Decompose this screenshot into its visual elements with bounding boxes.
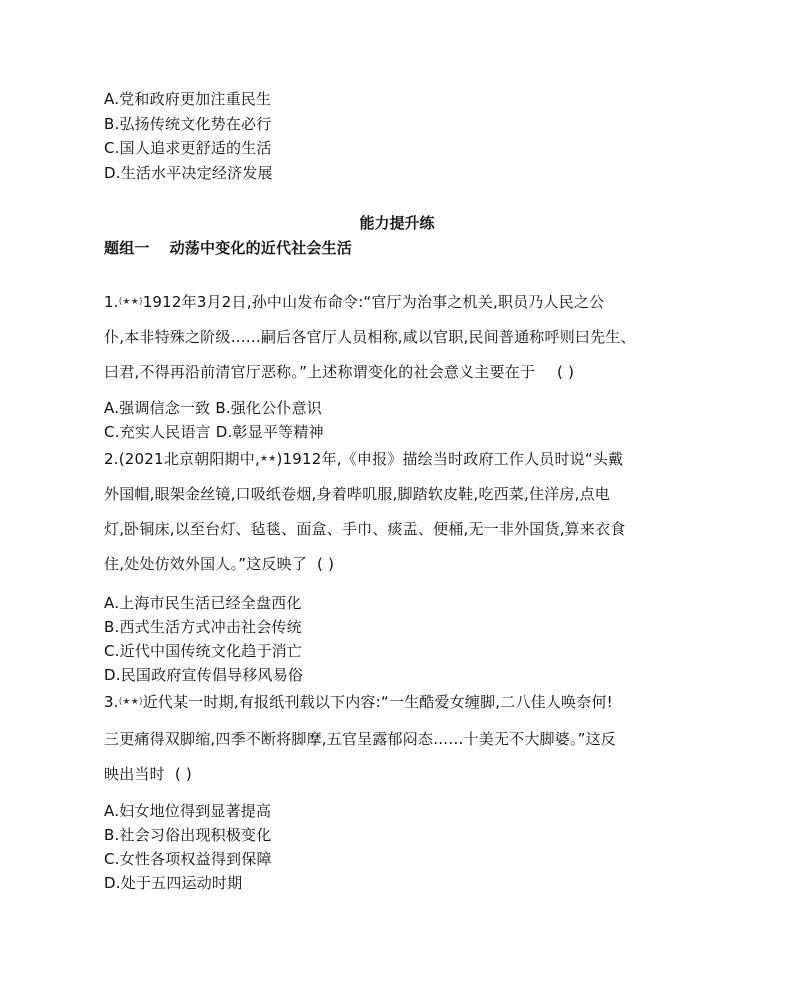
q1-line-2: 仆,本非特殊之阶级……嗣后各官厅人员相称,咸以官职,民间普通称呼则曰先生、: [104, 328, 636, 346]
difficulty-stars-icon: ★★: [259, 454, 277, 464]
q2-line-2: 外国帽,眼架金丝镜,口吸纸卷烟,身着哔叽服,脚踏软皮鞋,吃西菜,住洋房,点电: [104, 485, 610, 503]
prev-option-c: C.国人追求更舒适的生活: [104, 139, 272, 157]
answer-paren: ( ): [317, 555, 335, 573]
group-label: 题组一: [104, 239, 150, 257]
section-title: 能力提升练: [359, 214, 435, 232]
q3-text-1: 近代某一时期,有报纸刊载以下内容:“一生酷爱女缠脚,二八佳人唤奈何!: [142, 693, 613, 711]
group-heading: [104, 238, 352, 258]
q3-option-b: B.社会习俗出现积极变化: [104, 826, 272, 844]
answer-paren: ( ): [174, 765, 192, 783]
q3-line-1: [104, 692, 613, 712]
q2-line-4: [104, 554, 334, 574]
q1-options-ab: A.强调信念一致 B.强化公仆意识: [104, 399, 322, 417]
q2-text-4: 住,处处仿效外国人。”这反映了: [104, 555, 308, 573]
q2-source: (2021北京朝阳期中,: [118, 450, 260, 468]
q2-number: 2.: [104, 450, 119, 468]
q3-option-c: C.女性各项权益得到保障: [104, 850, 272, 868]
q2-line-3: 灯,卧铜床,以至台灯、毡毯、面盒、手巾、痰盂、便桶,无一非外国货,算来衣食: [104, 520, 626, 538]
q1-text-3: 曰君,不得再沿前清官厅恶称。”上述称谓变化的社会意义主要在于: [104, 363, 536, 381]
q2-line-1: [104, 449, 623, 469]
difficulty-stars-icon: (★★): [118, 297, 143, 307]
q3-option-a: A.妇女地位得到显著提高: [104, 802, 272, 820]
prev-option-b: B.弘扬传统文化势在必行: [104, 115, 272, 133]
q2-option-a: A.上海市民生活已经全盘西化: [104, 594, 302, 612]
answer-paren: ( ): [557, 363, 575, 381]
q2-option-c: C.近代中国传统文化趋于消亡: [104, 642, 303, 660]
q1-options-cd: C.充实人民语言 D.彰显平等精神: [104, 423, 324, 441]
q2-option-b: B.西式生活方式冲击社会传统: [104, 618, 302, 636]
q2-text-1: 1912年,《申报》描绘当时政府工作人员时说“头戴: [282, 450, 624, 468]
prev-option-d: D.生活水平决定经济发展: [104, 164, 273, 182]
q2-source-end: ): [276, 450, 283, 468]
q1-line-3: [104, 362, 574, 382]
q3-line-2: 三更痛得双脚缩,四季不断将脚摩,五官呈露郁闷态……十美无不大脚婆。”这反: [104, 730, 617, 748]
q3-line-3: [104, 764, 192, 784]
q3-option-d: D.处于五四运动时期: [104, 874, 243, 892]
difficulty-stars-icon: (★★): [118, 697, 143, 707]
prev-option-a: A.党和政府更加注重民生: [104, 90, 272, 108]
q1-line-1: [104, 292, 604, 312]
q3-text-3: 映出当时: [104, 765, 165, 783]
q2-option-d: D.民国政府宣传倡导移风易俗: [104, 666, 304, 684]
q1-text-1: 1912年3月2日,孙中山发布命令:“官厅为治事之机关,职员乃人民之公: [142, 293, 605, 311]
group-title: 动荡中变化的近代社会生活: [169, 239, 353, 257]
q3-number: 3.: [104, 693, 119, 711]
q1-number: 1.: [104, 293, 119, 311]
